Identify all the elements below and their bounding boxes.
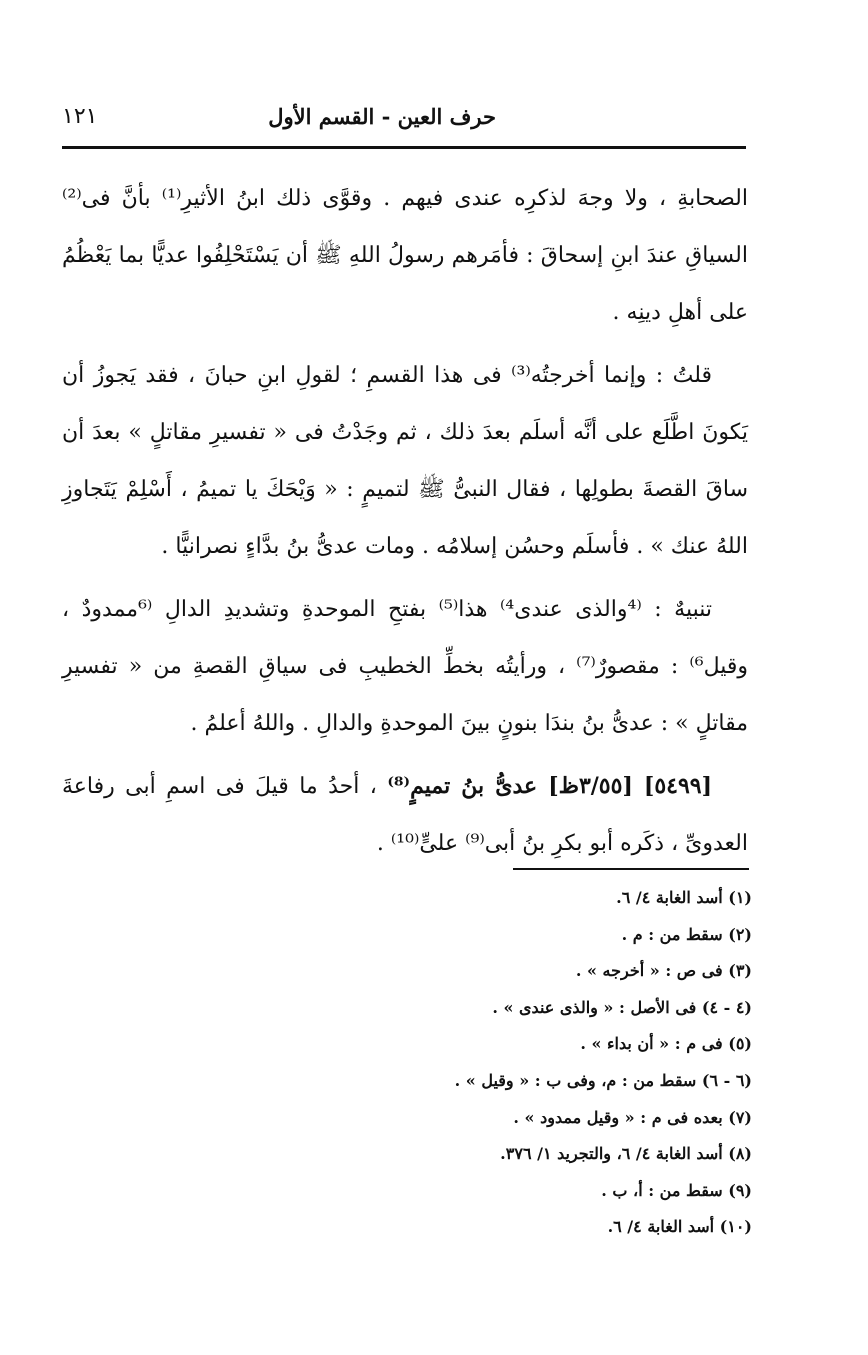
- footnote-2: (٢) سقط من : م .: [621, 924, 752, 944]
- entry-heading: [٥٤٩٩] [٣/٥٥ظ] عدىُّ بنُ تميمٍ⁽⁸⁾: [387, 773, 713, 799]
- paragraph-4: [62, 758, 748, 872]
- footnote-7: (٧) بعده فى م : « وقيل ممدود » .: [513, 1107, 752, 1127]
- header-rule: [62, 146, 746, 149]
- footnote-1: (١) أسد الغابة ٤/ ٦.: [616, 888, 752, 907]
- entry-text: ، أحدُ ما قيلَ فى اسمِ أبى رفاعةَ العدوىِّ ، ذكَره أبو بكرِ بنُ أبى⁽⁹⁾ علىٍّ⁽¹⁰⁾ .: [62, 774, 748, 856]
- header-title: حرف العين - القسم الأول: [268, 104, 496, 129]
- footnotes: [300, 880, 752, 1246]
- footnote-10: (١٠) أسد الغابة ٤/ ٦.: [607, 1217, 752, 1237]
- main-text: [62, 170, 748, 872]
- footnote-8: (٨) أسد الغابة ٤/ ٦، والتجريد ١/ ٣٧٦.: [500, 1144, 752, 1164]
- footnote-5: (٥) فى م : « أن بداء » .: [580, 1034, 752, 1054]
- footnote-6: (٦ - ٦) سقط من : م، وفى ب : « وقيل » .: [454, 1070, 752, 1090]
- paragraph-3: تنبيهٌ : ⁽⁴والذى عندى⁴⁾ هذا⁽⁵⁾ بفتحِ الموحدةِ وتشديدِ الدالِ ⁽⁶ممدودٌ ، وقيل⁶⁾ : مقصورٌ⁽⁷⁾ ، ورأيتُه بخطِّ الخطيبِ فى سياقِ القصةِ من « تفسيرِ مقاتلٍ » : عدىُّ بنُ بندَا بنونٍ بينَ الموحدةِ والدالِ . واللهُ أعلمُ .: [62, 597, 749, 736]
- footnote-rule: [513, 868, 749, 870]
- footnote-3: (٣) فى ص : « أخرجه » .: [575, 961, 752, 981]
- paragraph-2: قلتُ : وإنما أخرجتُه⁽³⁾ فى هذا القسمِ ؛ لقولِ ابنِ حبانَ ، فقد يَجوزُ أن يَكونَ اطَّلَع على أنَّه أسلَم بعدَ ذلك ، ثم وجَدْتُ فى « تفسيرِ مقاتلٍ » بعدَ أن ساقَ القصةَ بطولِها ، فقال النبىُّ ﷺ لتميمٍ : « وَيْحَكَ يا تميمُ ، أَسْلِمْ يَتَجاوزِ اللهُ عنك » . فأسلَم وحسُن إسلامُه . ومات عدىُّ بنُ بدَّاءٍ نصرانيًّا .: [62, 363, 749, 559]
- running-header: [62, 104, 746, 144]
- footnote-4: (٤ - ٤) فى الأصل : « والذى عندى » .: [492, 997, 752, 1017]
- footnote-9: (٩) سقط من : أ، ب .: [601, 1180, 752, 1200]
- paragraph-1: الصحابةِ ، ولا وجهَ لذكرِه عندى فيهم . وقوَّى ذلك ابنُ الأثيرِ⁽¹⁾ بأنَّ فى⁽²⁾ السياقِ عندَ ابنِ إسحاقَ : فأمَرهم رسولُ اللهِ ﷺ أن يَسْتَحْلِفُوا عديًّا بما يَعْظُمُ على أهلِ دينِه .: [62, 186, 748, 325]
- page-number: ١٢١: [62, 104, 98, 129]
